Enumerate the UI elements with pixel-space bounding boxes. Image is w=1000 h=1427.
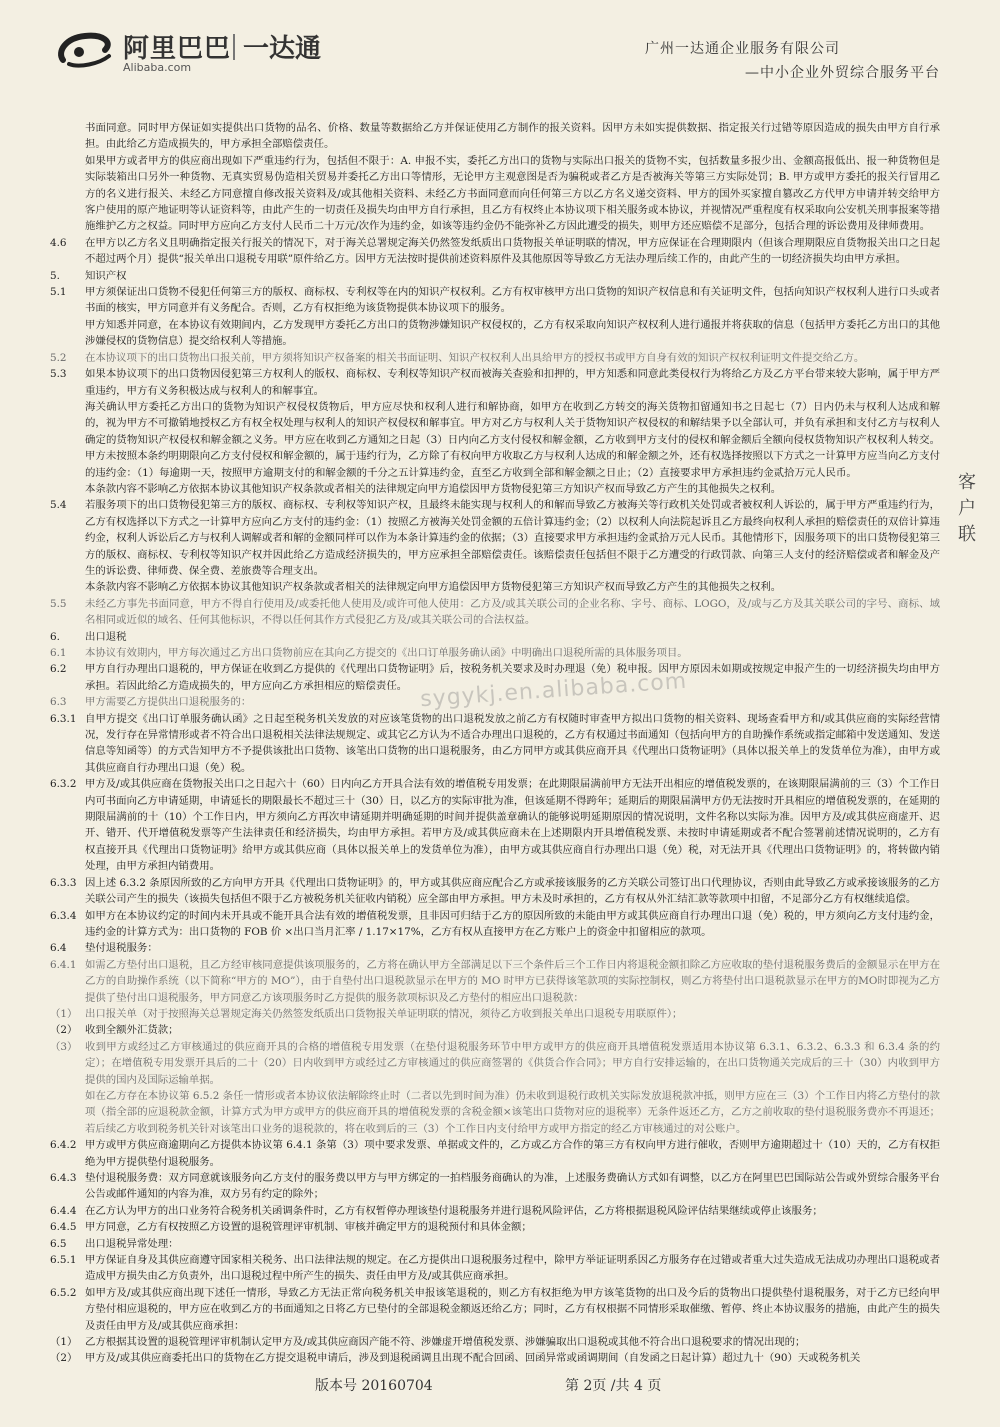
clause-row <box>50 366 940 399</box>
clause-text: 甲方自行办理出口退税的，甲方保证在收到乙方提供的《代理出口货物证明》后，按税务机关要求及时办理退（免）税申报。因甲方原因未如期或按规定申报产生的一切经济损失均由甲方承担。若因此给乙方造成损失的，甲方应向乙方承担相应的赔偿责任。 <box>85 663 940 692</box>
clause-number: （3） <box>50 1040 78 1053</box>
clause-row <box>50 1039 940 1088</box>
clause-number: 6.5.1 <box>50 1254 77 1267</box>
clause-row <box>50 875 940 908</box>
clause-number: （2） <box>50 1024 78 1037</box>
clause-row <box>50 1334 940 1350</box>
clause-number: 6.4.4 <box>50 1204 77 1217</box>
clause-number: 6.4.1 <box>50 958 77 971</box>
clause-text: 如果本协议项下的出口货物因侵犯第三方权利人的版权、商标权、专利权等知识产权而被海关查验和扣押的，甲方知悉和同意此类侵权行为将给乙方及乙方平台带来较大影响，属于甲方严重违约，甲方有义务积极达成与权利人的和解事宜。 <box>85 368 940 397</box>
clause-text: 本条款内容不影响乙方依据本协议其他知识产权条款或者相关的法律规定向甲方追偿因甲方货物侵犯第三方知识产权而导致乙方产生的其他损失之权利。 <box>85 581 782 594</box>
logo-separator <box>233 34 235 60</box>
clause-row <box>50 1088 940 1137</box>
clause-number: 6.1 <box>50 647 67 659</box>
clause-number: 6.3.3 <box>50 876 77 889</box>
clause-row <box>50 629 940 645</box>
clause-number: （1） <box>50 1336 78 1349</box>
clause-text: 在本协议项下的出口货物出口报关前，甲方须将知识产权备案的相关书面证明、知识产权权利人出具给甲方的授权书或甲方自身有效的知识产权权利证明文件提交给乙方。 <box>85 351 865 364</box>
clause-text: 出口退税异常处理： <box>85 1237 179 1250</box>
clause-row <box>50 596 940 629</box>
page-number: 第 2页 /共 4 页 <box>565 1378 662 1394</box>
clause-text: 甲方或甲方供应商逾期向乙方提供本协议第 6.4.1 条第（3）项中要求发票、单据或文件的，乙方或乙方合作的第三方有权向甲方进行催收，否则甲方逾期超过十（10）天的，乙方有权拒绝为甲方提供垫付退税服务。 <box>85 1139 940 1168</box>
clause-text: 如在乙方存在本协议第 6.5.2 条任一情形或者本协议依法解除终止时（二者以先到时间为准）仍未收到退税行政机关实际发放退税款冲抵，则甲方应在三（3）个工作日内将乙方垫付的款项（指全部的应退税款金额，计算方式为甲方或甲方的供应商开具的增值税发票的含税金额×该笔出口货物对应的退税率）无条件返还乙方，乙方之前收取的垫付退税服务费亦不再退还；若后续乙方收到税务机关针对该笔出口业务的退税款的，将在收到后的三（3）个工作日内支付给甲方或甲方指定的经乙方审核通过的对公账户。 <box>85 1089 940 1135</box>
copy-label: 客户联 <box>958 472 976 545</box>
clause-row <box>50 776 940 874</box>
clause-number: 6.4.2 <box>50 1139 77 1152</box>
clause-number: 5. <box>50 269 60 282</box>
platform-tagline: —中小企业外贸综合服务平台 <box>745 65 940 81</box>
clause-text: 本协议有效期内，甲方每次通过乙方出口货物前应在其向乙方提交的《出口订单服务确认函》中明确出口退税所需的具体服务项目。 <box>85 647 688 659</box>
clause-row <box>50 908 940 941</box>
clause-row <box>50 1252 940 1285</box>
clause-row <box>50 153 940 235</box>
watermark: sygykj.en.alibaba.com <box>419 668 688 713</box>
clause-number: 6.4 <box>50 942 67 955</box>
clause-row <box>50 1006 940 1022</box>
clause-text: 甲方及/或其供应商委托出口的货物在乙方提交退税申请后，涉及到退税函调且出现不配合回函、回函异常或函调期间（自发函之日起计算）超过九十（90）天或税务机关 <box>85 1352 861 1365</box>
clause-row <box>50 268 940 284</box>
clause-number: 6.3 <box>50 696 67 709</box>
clause-row <box>50 579 940 595</box>
clause-row <box>50 120 940 153</box>
clause-number: 6.5.2 <box>50 1286 77 1299</box>
clause-text: 因上述 6.3.2 条原因所致的乙方向甲方开具《代理出口货物证明》的，甲方或其供应商应配合乙方或承接该服务的乙方关联公司签订出口代理协议，否则由此导致乙方或承接该服务的乙方关联公司产生的损失（该损失包括但不限于乙方被税务机关征收内销税）应全部由甲方承担。甲方未及时承担的，乙方有权从外汇结汇款等款项中扣留，不足部分乙方有权继续追偿。 <box>85 876 940 906</box>
logo-text: 阿里巴巴 <box>123 34 232 64</box>
contract-body <box>50 120 940 1365</box>
clause-row <box>50 481 940 497</box>
clause-number: 6.5 <box>50 1237 67 1250</box>
clause-row <box>50 350 940 366</box>
clause-number: 6.3.4 <box>50 909 77 922</box>
clause-row <box>50 1022 940 1038</box>
clause-text: 未经乙方事先书面同意，甲方不得自行使用及/或委托他人使用及/或许可他人使用：乙方及/或其关联公司的企业名称、字号、商标、LOGO，及/或与乙方及其关联公司的字号、商标、域名相同或近似的域名、任何其他标识，不得以任何其作方式侵犯乙方及/或其关联公司的合法权益。 <box>85 597 940 627</box>
clause-row <box>50 1285 940 1334</box>
clause-text: 垫付退税服务费：双方同意就该服务向乙方支付的服务费以甲方与甲方绑定的一拍档服务商确认的为准，上述服务费确认方式如有调整，以乙方在阿里巴巴国际站公告或外贸综合服务平台公告或邮件通知的内容为准，双方另有约定的除外； <box>85 1172 940 1201</box>
clause-row <box>50 284 940 317</box>
clause-row <box>50 399 940 481</box>
clause-text: 海关确认甲方委托乙方出口的货物为知识产权侵权货物后，甲方应尽快和权利人进行和解协商，如甲方在收到乙方转交的海关货物扣留通知书之日起七（7）日内仍未与权利人达成和解的，视为甲方不可撤销地授权乙方有权全权处理与权利人的知识产权侵权和解事宜。甲方对乙方与权利人关于货物知识产权侵权的和解结果予以全部认可，并负有承担和支付乙方与权利人确定的货物知识产权侵权和解金额之义务。甲方应在收到乙方通知之日起（3）日内向乙方支付侵权和解金额，乙方收到甲方支付的侵权和解金额后全额向侵权货物知识产权权利人转交。甲方未按照本条约明期限向乙方支付侵权和解金额的，属于违约行为，乙方除了有权向甲方收取乙方与权利人达成的和解金额之外，还有权选择按照以下方式之一计算甲方应当向乙方支付的违约金：（1）每逾期一天，按照甲方逾期支付的和解金额的千分之五计算违约金，直至乙方收到全部和解金额之日止；（2）直接要求甲方承担违约金贰拾万元人民币。 <box>85 400 940 479</box>
clause-row <box>50 317 940 350</box>
clause-text: 甲方知悉并同意，在本协议有效期间内，乙方发现甲方委托乙方出口的货物涉嫌知识产权侵权的，乙方有权采取向知识产权权利人进行通报并将获取的信息（包括甲方委托乙方出口的其他涉嫌侵权的货物信息）提交给权利人等措施。 <box>85 318 940 348</box>
clause-text: 在甲方以乙方名义且明确指定报关行报关的情况下，对于海关总署规定海关仍然签发纸质出口货物报关单证明联的情况，甲方应保证在合理期限内（但该合理期限应自货物报关出口之日起不超过两个月）提供“报关单出口退税专用联”原件给乙方。因甲方无法按时提供前述资料原件及其他原因等导致乙方无法办理后续工作的，由此产生的一切经济损失均由甲方承担。 <box>85 236 940 266</box>
clause-number: 6.3.2 <box>50 778 77 791</box>
logo-domain: Alibaba.com <box>123 61 192 74</box>
clause-text: 本条款内容不影响乙方依据本协议其他知识产权条款或者相关的法律规定向甲方追偿因甲方货物侵犯第三方知识产权而导致乙方产生的其他损失之权利。 <box>85 482 782 495</box>
clause-row <box>50 957 940 1006</box>
company-name: 广州一达通企业服务有限公司 <box>645 41 840 57</box>
clause-number: 5.4 <box>50 499 67 512</box>
clause-text: 若服务项下的出口货物侵犯第三方的版权、商标权、专利权等知识产权，且最终未能实现与权利人的和解而导致乙方被海关等行政机关处罚或者被权利人诉讼的，属于甲方严重违约行为，乙方有权选择以下方式之一计算甲方应向乙方支付的违约金：（1）按照乙方被海关处罚金额的五倍计算违约金；（2）以权利人向法院起诉且乙方最终向权利人承担的赔偿责任的双倍计算违约金，权利人诉讼后乙方与权利人调解或者和解的金额同样可以作为本条计算违约金的依据；（3）直接要求甲方承担违约金贰拾万元人民币。其他情形下，因服务项下的出口货物侵犯第三方的版权、商标权、专利权等知识产权并因此给乙方造成经济损失的，甲方应承担全部赔偿责任。该赔偿责任包括但不限于乙方遭受的行政罚款、向第三人支付的经济赔偿或者和解金及产生的诉讼费、律师费、保全费、差旅费等合理支出。 <box>85 499 940 577</box>
page-footer <box>0 1375 1000 1405</box>
version-number: 版本号 20160704 <box>315 1378 433 1394</box>
clause-number: 5.3 <box>50 368 67 381</box>
clause-text: 自甲方提交《出口订单服务确认函》之日起至税务机关发放的对应该笔货物的出口退税发放之前乙方有权随时审查甲方拟出口货物的相关资料、现场查看甲方和/或其供应商的实际经营情况，发行存在异常情形或者不符合出口退税相关法律法规规定、或其它乙方认为不适合办理出口退税的，乙方有权通过书面通知（包括向甲方的自助操作系统或指定邮箱中发送通知、发送信息等知函等）的方式告知甲方不予提供该批出口货物、该笔出口货物的出口退税服务，由乙方同甲方或其供应商开具《代理出口货物证明》（具体以报关单上的发货单位为准），由甲方或其供应商自行办理出口退（免）税。 <box>85 712 940 774</box>
clause-text: 甲方须保证出口货物不侵犯任何第三方的版权、商标权、专利权等在内的知识产权权利。乙方有权审核甲方出口货物的知识产权信息和有关证明文件，包括向知识产权权利人进行口头或者书面的核实，甲方同意并有义务配合。否则，乙方有权拒绝为该货物提供本协议项下的服务。 <box>85 286 940 315</box>
clause-number: 6. <box>50 630 60 643</box>
clause-text: 收到甲方或经过乙方审核通过的供应商开具的合格的增值税专用发票（在垫付退税服务环节中甲方或甲方的供应商开具增值税发票适用本协议第 6.3.1、6.3.2、6.3.3 和 6.3.4 条的约定）；在增值税专用发票开具后的二十（20）日内收到甲方或经过乙方审核通过的供应商签署的《供货合作合同》；甲方自行安排运输的，在出口货物通关完成后的三十（30）内收到甲方提供的国内及国际运输单据。 <box>85 1040 940 1086</box>
clause-row <box>50 645 940 661</box>
clause-text: 甲方同意，乙方有权按照乙方设置的退税管理评审机制、审核并确定甲方的退税预付和具体金额； <box>85 1221 532 1234</box>
clause-number: （2） <box>50 1352 78 1365</box>
clause-number: 6.2 <box>50 663 67 676</box>
clause-row <box>50 1236 940 1252</box>
clause-number: 6.4.5 <box>50 1221 77 1234</box>
clause-text: 甲方保证自身及其供应商遵守国家相关税务、出口法律法规的规定。在乙方提供出口退税服务过程中，除甲方举证证明系因乙方服务存在过错或者重大过失造成无法成功办理出口退税或者造成甲方损失由乙方负责外，出口退税过程中所产生的损失、责任由甲方及/或其供应商承担。 <box>85 1254 940 1283</box>
clause-row <box>50 1350 940 1365</box>
clause-text: 如甲方及/或其供应商出现下述任一情形，导致乙方无法正常向税务机关申报该笔退税的，则乙方有权拒绝为甲方该笔货物的出口及今后的货物出口提供垫付退税服务，对于乙方已经向甲方垫付相应退税的，甲方应在收到乙方的书面通知之日将乙方已垫付的全部退税金额返还给乙方；同时，乙方有权根据不同情形采取催缴、暂停、终止本协议服务的措施，由此产生的损失及责任由甲方及/或其供应商承担： <box>85 1286 940 1332</box>
clause-row <box>50 1170 940 1203</box>
clause-number: 5.5 <box>50 597 67 610</box>
clause-text: 如需乙方垫付出口退税，且乙方经审核同意提供该项服务的，乙方将在确认甲方全部满足以下三个条件后三个工作日内将退税金额扣除乙方应收取的垫付退税服务费后的金额显示在甲方在乙方的自助操作系统（以下简称“甲方的 MO”），由于自垫付出口退税款显示在甲方的 MO 时甲方已获得该笔款项的实际控制权，则乙方将垫付出口退税款显示在甲方的MO时即视为乙方提供了垫付出口退税服务，甲方同意乙方该项服务时乙方提供的服务款项标识及乙方垫付的相应出口退税款： <box>85 958 940 1004</box>
alibaba-logo-icon <box>55 30 115 72</box>
clause-text: 收到全额外汇货款； <box>85 1024 179 1037</box>
clause-number: 6.4.3 <box>50 1172 77 1184</box>
clause-text: 甲方需要乙方提供出口退税服务的： <box>85 696 252 709</box>
clause-number: 4.6 <box>50 236 67 249</box>
brand-name: 一达通 <box>243 34 322 64</box>
clause-text: 出口退税 <box>85 630 127 643</box>
clause-row <box>50 1203 940 1219</box>
clause-row <box>50 1137 940 1170</box>
clause-text: 在乙方认为甲方的出口业务符合税务机关函调条件时，乙方有权暂停办理该垫付退税服务并进行退税风险评估，乙方将根据退税风险评估结果继续或停止该服务； <box>85 1204 823 1217</box>
clause-row <box>50 497 940 579</box>
clause-row <box>50 235 940 268</box>
clause-text: 如果甲方或者甲方的供应商出现如下严重违约行为，包括但不限于：A. 申报不实，委托乙方出口的货物与实际出口报关的货物不实，包括数量多报少出、金额高报低出、报一种货物但是实际装箱出口另外一种货物、无真实贸易伪造相关贸易并委托乙方出口等情形，无论甲方主观意图是否为骗税或者乙方是否被海关等第三方实际处罚；B. 甲方或甲方委托的报关行冒用乙方的名义进行报关、未经乙方同意擅自修改报关资料及/或其他相关资料、未经乙方书面同意而向任何第三方以乙方名义递交资料、甲方的国外买家擅自篡改乙方代甲方申请并转交给甲方客户使用的原产地证明等认证资料等，由此产生的一切责任及损失均由甲方自行承担，且乙方有权终止本协议项下相关服务或本协议，并视情况严重程度有权采取向公安机关刑事报案等措施维护乙方之权益。同时甲方应向乙方支付人民币二十万元/次作为违约金，如该等违约金仍不能弥补乙方因此遭受的损失，则甲方还应赔偿不足部分，包括合理的诉讼费用及律师费用。 <box>85 154 940 233</box>
clause-text: 甲方及/或其供应商在货物报关出口之日起六十（60）日内向乙方开具合法有效的增值税专用发票；在此期限届满前甲方无法开出相应的增值税发票的，在该期限届满前的三（3）个工作日内可书面向乙方申请延期，申请延长的期限最长不超过三十（30）日，以乙方的实际审批为准，但该延期不得跨年；延期后的期限届满甲方仍无法按时开具相应的增值税发票的，在延期的期限届满前的十（10）个工作日内，甲方须向乙方再次申请延期并明确延期的时间并提供盖章确认的能够说明延期原因的情况说明，文件名称以实际为准。因甲方及/或其供应商虚开、迟开、错开、代开增值税发票等产生法律责任和经济损失，均由甲方承担。若甲方及/或其供应商未在上述期限内开具增值税发票、未按时申请延期或者不配合签署前述情况说明的，乙方有权直接开具《代理出口货物证明》给甲方或其供应商（具体以报关单上的发货单位为准），由甲方或其供应商自行办理出口退（免）税，对无法开具《代理出口货物证明》的，将转做内销处理，由甲方承担内销费用。 <box>85 778 940 873</box>
clause-text: 垫付退税服务： <box>85 942 158 955</box>
clause-row <box>50 1219 940 1235</box>
clause-number: （1） <box>50 1007 78 1020</box>
clause-text: 知识产权 <box>85 269 127 282</box>
clause-number: 6.3.1 <box>50 712 77 725</box>
clause-number: 5.1 <box>50 286 67 299</box>
clause-number: 5.2 <box>50 351 67 364</box>
page-header <box>0 0 1000 100</box>
clause-row <box>50 940 940 956</box>
clause-text: 出口报关单（对于按照海关总署规定海关仍然签发纸质出口货物报关单证明联的情况，须待乙方收到报关单出口退税专用联原件）； <box>85 1007 683 1020</box>
clause-text: 乙方根据其设置的退税管理评审机制认定甲方及/或其供应商因产能不符、涉嫌虚开增值税发票、涉嫌骗取出口退税或其他不符合出口退税要求的情况出现的； <box>85 1336 806 1349</box>
clause-text: 如甲方在本协议约定的时间内未开具或不能开具合法有效的增值税发票，且非因可归结于乙方的原因所致的未能由甲方或其供应商自行办理出口退（免）税的，甲方须向乙方支付违约金，违约金的计算方式为：出口货物的 FOB 价 ×出口当月汇率 / 1.17×17%，乙方有权从直接甲方在乙方账户上的资金中扣留相应的款项。 <box>85 909 940 938</box>
clause-row <box>50 711 940 777</box>
clause-text: 书面同意。同时甲方保证如实提供出口货物的品名、价格、数量等数据给乙方并保证使用乙方制作的报关资料。因甲方未如实提供数据、指定报关行过错等原因造成的损失由甲方自行承担。由此给乙方造成损失的，甲方承担全部赔偿责任。 <box>85 122 940 151</box>
